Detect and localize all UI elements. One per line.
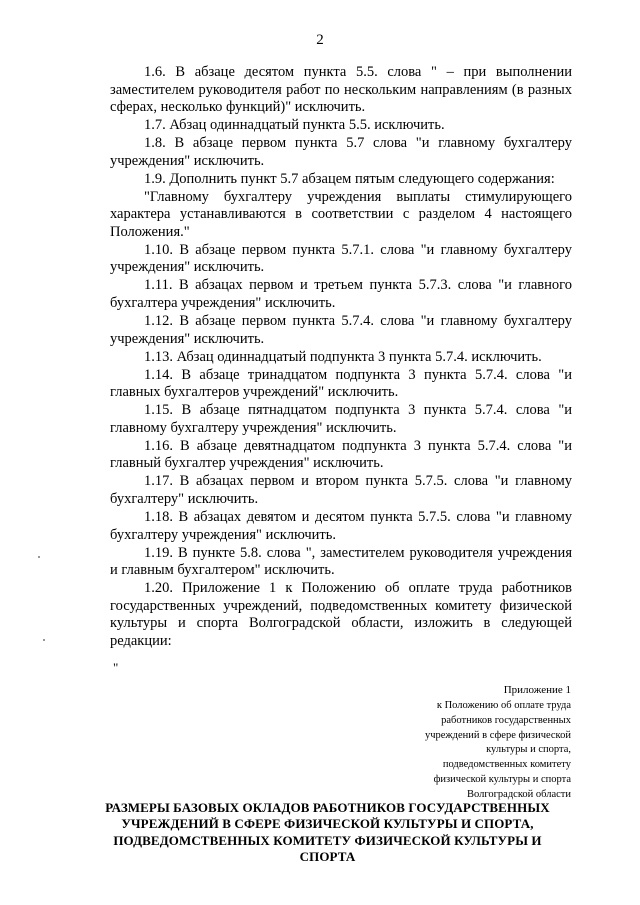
paragraph: 1.17. В абзацах первом и втором пункта 5.7.5. слова "и главному бухгалтеру" исключить.	[110, 473, 572, 507]
section-heading	[85, 800, 570, 866]
annex-line: работников государственных	[441, 714, 571, 726]
opening-quote-mark: "	[113, 660, 119, 675]
heading-line: УЧРЕЖДЕНИЙ В СФЕРЕ ФИЗИЧЕСКОЙ КУЛЬТУРЫ И СПОРТА,	[121, 816, 534, 832]
document-body	[110, 64, 572, 651]
paragraph: 1.12. В абзаце первом пункта 5.7.4. слова "и главному бухгалтеру учреждения" исключить.	[110, 313, 572, 347]
paragraph: 1.19. В пункте 5.8. слова ", заместителем руководителя учреждения и главным бухгалтером" исключить.	[110, 544, 572, 579]
paragraph: 1.13. Абзац одиннадцатый подпункта 3 пункта 5.7.4. исключить.	[144, 348, 542, 365]
paragraph: 1.14. В абзаце тринадцатом подпункта 3 пункта 5.7.4. слова "и главных бухгалтеров учреждений" исключить.	[110, 366, 572, 401]
annex-header	[395, 683, 571, 803]
annex-line: подведомственных комитету	[442, 759, 571, 771]
paragraph: 1.6. В абзаце десятом пункта 5.5. слова " – при выполнении заместителем руководителя работ по нескольким направлениям (в разных сферах, несколько функций)" исключить.	[110, 64, 572, 116]
paragraph: 1.10. В абзаце первом пункта 5.7.1. слова "и главному бухгалтеру учреждения" исключить.	[110, 241, 572, 276]
scan-speck	[38, 556, 40, 558]
annex-line: учреждений в сфере физической	[424, 729, 571, 741]
paragraph: 1.15. В абзаце пятнадцатом подпункта 3 пункта 5.7.4. слова "и главному бухгалтеру учреждения" исключить.	[110, 402, 572, 436]
annex-line: Волгоградской области	[466, 788, 571, 800]
annex-line: физической культуры и спорта	[433, 773, 571, 785]
heading-line: РАЗМЕРЫ БАЗОВЫХ ОКЛАДОВ РАБОТНИКОВ ГОСУДАРСТВЕННЫХ	[105, 800, 550, 815]
paragraph: 1.11. В абзацах первом и третьем пункта 5.7.3. слова "и главного бухгалтера учреждения" исключить.	[110, 277, 572, 312]
paragraph: 1.8. В абзаце первом пункта 5.7 слова "и главному бухгалтеру учреждения" исключить.	[110, 135, 572, 169]
paragraph: 1.7. Абзац одиннадцатый пункта 5.5. исключить.	[144, 117, 445, 134]
heading-line: ПОДВЕДОМСТВЕННЫХ КОМИТЕТУ ФИЗИЧЕСКОЙ КУЛЬТУРЫ И СПОРТА	[113, 832, 542, 865]
paragraph: "Главному бухгалтеру учреждения выплаты стимулирующего характера устанавливаются в соответствии с разделом 4 настоящего Положения."	[110, 188, 572, 240]
paragraph: 1.9. Дополнить пункт 5.7 абзацем пятым следующего содержания:	[144, 170, 555, 187]
scan-speck	[43, 639, 45, 641]
page-number: 2	[316, 32, 324, 48]
paragraph: 1.16. В абзаце девятнадцатом подпункта 3 пункта 5.7.4. слова "и главный бухгалтер учреждения" исключить.	[110, 437, 572, 472]
annex-title: Приложение 1	[503, 684, 571, 696]
annex-line: культуры и спорта,	[486, 744, 571, 756]
annex-line: к Положению об оплате труда	[436, 700, 571, 711]
paragraph: 1.20. Приложение 1 к Положению об оплате труда работников государственных учреждений, подведомственных комитету физической культуры и спорта Волгоградской области, изложить в следующей редакции:	[110, 580, 572, 649]
paragraph: 1.18. В абзацах девятом и десятом пункта 5.7.5. слова "и главному бухгалтеру учреждения" исключить.	[110, 508, 572, 543]
